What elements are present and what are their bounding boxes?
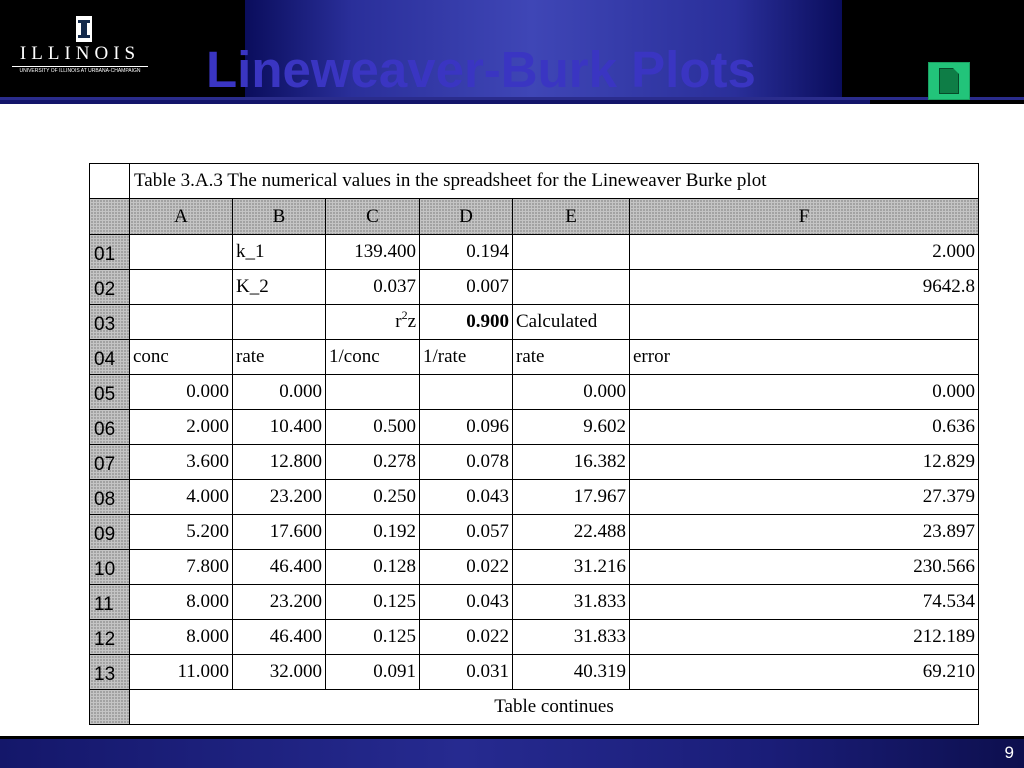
cell-f[interactable]: 0.000	[630, 375, 979, 410]
row-header[interactable]: 03	[90, 305, 130, 340]
row-header[interactable]: 05	[90, 375, 130, 410]
cell-e[interactable]: 40.319	[513, 655, 630, 690]
row-header[interactable]: 10	[90, 550, 130, 585]
cell-a[interactable]: conc	[130, 340, 233, 375]
column-header-a[interactable]: A	[130, 199, 233, 235]
column-header-c[interactable]: C	[326, 199, 420, 235]
cell-e[interactable]: Calculated	[513, 305, 630, 340]
cell-a[interactable]: 8.000	[130, 620, 233, 655]
cell-d[interactable]: 0.022	[420, 550, 513, 585]
cell-d[interactable]: 0.043	[420, 480, 513, 515]
slide-title: Lineweaver-Burk Plots	[206, 41, 756, 98]
cell-a[interactable]: 5.200	[130, 515, 233, 550]
cell-e[interactable]: 17.967	[513, 480, 630, 515]
row-header[interactable]: 07	[90, 445, 130, 480]
cell-c[interactable]: 0.125	[326, 620, 420, 655]
cell-a[interactable]: 4.000	[130, 480, 233, 515]
cell-c[interactable]: 0.500	[326, 410, 420, 445]
cell-c[interactable]	[326, 375, 420, 410]
illinois-logo	[10, 16, 150, 76]
cell-c[interactable]: 0.278	[326, 445, 420, 480]
cell-e[interactable]: rate	[513, 340, 630, 375]
cell-c[interactable]: 0.037	[326, 270, 420, 305]
document-icon	[939, 68, 959, 94]
cell-b[interactable]: rate	[233, 340, 326, 375]
column-header-b[interactable]: B	[233, 199, 326, 235]
cell-b[interactable]: 23.200	[233, 480, 326, 515]
cell-e[interactable]: 0.000	[513, 375, 630, 410]
table-row	[90, 340, 979, 375]
cell-e[interactable]: 16.382	[513, 445, 630, 480]
row-header[interactable]: 13	[90, 655, 130, 690]
cell-d[interactable]	[420, 375, 513, 410]
cell-f[interactable]	[630, 305, 979, 340]
table-row	[90, 655, 979, 690]
cell-d[interactable]: 0.007	[420, 270, 513, 305]
table-row	[90, 410, 979, 445]
table-row	[90, 270, 979, 305]
cell-d[interactable]: 1/rate	[420, 340, 513, 375]
table-caption: Table 3.A.3 The numerical values in the spreadsheet for the Lineweaver Burke plot	[130, 164, 979, 199]
cell-d[interactable]: 0.096	[420, 410, 513, 445]
cell-f[interactable]: 74.534	[630, 585, 979, 620]
cell-c[interactable]: 0.091	[326, 655, 420, 690]
cell-a[interactable]: 3.600	[130, 445, 233, 480]
row-header[interactable]: 02	[90, 270, 130, 305]
page-number: 9	[1004, 743, 1014, 762]
illinois-block-i-icon	[76, 16, 92, 42]
cell-b[interactable]: 46.400	[233, 620, 326, 655]
table-row	[90, 375, 979, 410]
column-header-d[interactable]: D	[420, 199, 513, 235]
table-row	[90, 620, 979, 655]
logo-divider	[12, 66, 148, 67]
row-header[interactable]: 04	[90, 340, 130, 375]
footer-gradient-band	[0, 739, 1024, 768]
cell-f[interactable]: 27.379	[630, 480, 979, 515]
cell-e[interactable]	[513, 235, 630, 270]
column-header-e[interactable]: E	[513, 199, 630, 235]
cell-b[interactable]: 23.200	[233, 585, 326, 620]
table-row	[90, 235, 979, 270]
cell-f[interactable]: 2.000	[630, 235, 979, 270]
header-corner-cell	[90, 199, 130, 235]
cell-f[interactable]: 69.210	[630, 655, 979, 690]
table-row	[90, 585, 979, 620]
column-header-row	[90, 199, 979, 235]
cell-e[interactable]	[513, 270, 630, 305]
row-header[interactable]: 01	[90, 235, 130, 270]
cell-a[interactable]: 0.000	[130, 375, 233, 410]
cell-a[interactable]: 7.800	[130, 550, 233, 585]
cell-e[interactable]: 31.833	[513, 585, 630, 620]
slide-header	[0, 0, 1024, 104]
cell-b[interactable]: 32.000	[233, 655, 326, 690]
row-header[interactable]: 11	[90, 585, 130, 620]
cell-a[interactable]	[130, 235, 233, 270]
caption-row	[90, 164, 979, 199]
cell-f[interactable]: 230.566	[630, 550, 979, 585]
cell-d[interactable]: 0.078	[420, 445, 513, 480]
cell-d[interactable]: 0.057	[420, 515, 513, 550]
cell-e[interactable]: 9.602	[513, 410, 630, 445]
cell-b[interactable]: 10.400	[233, 410, 326, 445]
cell-a[interactable]: 11.000	[130, 655, 233, 690]
cell-b[interactable]: K_2	[233, 270, 326, 305]
cell-b[interactable]: 17.600	[233, 515, 326, 550]
cell-c[interactable]: 0.250	[326, 480, 420, 515]
cell-d[interactable]: 0.900	[420, 305, 513, 340]
cell-f[interactable]: 0.636	[630, 410, 979, 445]
cell-f[interactable]: 23.897	[630, 515, 979, 550]
cell-b[interactable]: 12.800	[233, 445, 326, 480]
row-header-empty	[90, 690, 130, 725]
cell-d[interactable]: 0.022	[420, 620, 513, 655]
cell-f[interactable]: error	[630, 340, 979, 375]
slide-footer	[0, 736, 1024, 768]
cell-d[interactable]: 0.031	[420, 655, 513, 690]
cell-c[interactable]: 1/conc	[326, 340, 420, 375]
document-button[interactable]	[928, 62, 970, 100]
table-row	[90, 515, 979, 550]
cell-a[interactable]	[130, 305, 233, 340]
cell-a[interactable]: 8.000	[130, 585, 233, 620]
spreadsheet-table	[89, 163, 979, 725]
corner-cell	[90, 164, 130, 199]
cell-b[interactable]: 46.400	[233, 550, 326, 585]
table-row	[90, 550, 979, 585]
table-continues-row	[90, 690, 979, 725]
row-header[interactable]: 12	[90, 620, 130, 655]
header-divider-accent	[0, 100, 870, 104]
table-continues-note: Table continues	[130, 690, 979, 725]
cell-d[interactable]: 0.043	[420, 585, 513, 620]
r-squared-symbol: r	[395, 311, 402, 332]
cell-b[interactable]	[233, 305, 326, 340]
row-header[interactable]: 06	[90, 410, 130, 445]
column-header-f[interactable]: F	[630, 199, 979, 235]
table-row	[90, 305, 979, 340]
row-header[interactable]: 08	[90, 480, 130, 515]
r-squared-suffix: z	[407, 311, 416, 332]
cell-e[interactable]: 31.216	[513, 550, 630, 585]
cell-c[interactable]: 0.125	[326, 585, 420, 620]
superscript-two: 2	[401, 307, 408, 322]
cell-e[interactable]: 31.833	[513, 620, 630, 655]
cell-c[interactable]	[326, 305, 420, 340]
table-row	[90, 480, 979, 515]
logo-wordmark: ILLINOIS	[19, 43, 141, 64]
cell-e[interactable]: 22.488	[513, 515, 630, 550]
cell-c[interactable]: 139.400	[326, 235, 420, 270]
cell-d[interactable]: 0.194	[420, 235, 513, 270]
cell-b[interactable]: k_1	[233, 235, 326, 270]
logo-subtitle: UNIVERSITY OF ILLINOIS AT URBANA-CHAMPAIGN	[19, 68, 141, 74]
cell-c[interactable]: 0.128	[326, 550, 420, 585]
cell-f[interactable]: 212.189	[630, 620, 979, 655]
cell-b[interactable]: 0.000	[233, 375, 326, 410]
cell-f[interactable]: 9642.8	[630, 270, 979, 305]
cell-a[interactable]	[130, 270, 233, 305]
table-row	[90, 445, 979, 480]
cell-f[interactable]: 12.829	[630, 445, 979, 480]
cell-c[interactable]: 0.192	[326, 515, 420, 550]
cell-a[interactable]: 2.000	[130, 410, 233, 445]
row-header[interactable]: 09	[90, 515, 130, 550]
